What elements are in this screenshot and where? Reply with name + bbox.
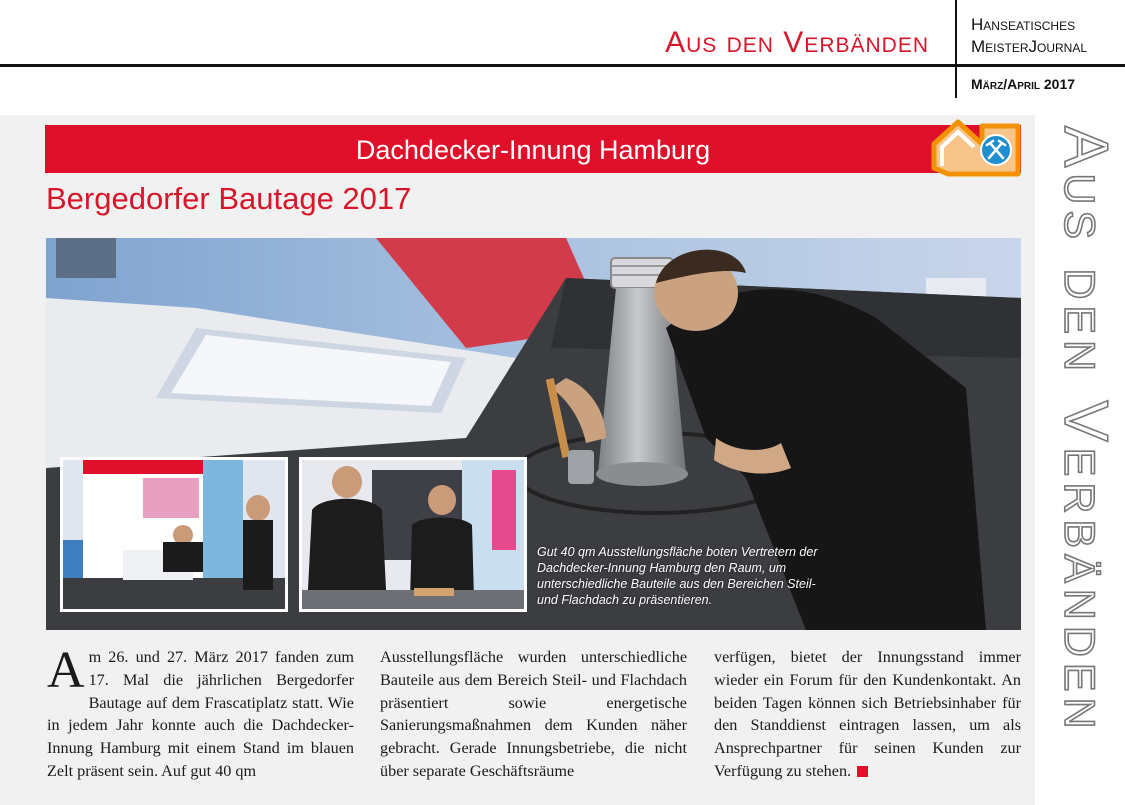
journal-name: [971, 14, 1087, 58]
body-column-2: Ausstellungsfläche wurden unterschiedliche Bauteile aus dem Bereich Steil- und Flachdach präsentiert sowie energetische Sanierungsmaßnahmen dem Kunden näher gebracht. Gerade Innungsbetriebe, die nicht über separate Geschäftsräume: [380, 648, 687, 780]
journal-issue: März/April 2017: [971, 76, 1076, 92]
side-section-title: [1038, 122, 1123, 805]
side-section-title-text: Aus den Verbänden: [1051, 126, 1120, 735]
body-column-3: [714, 646, 1021, 783]
end-of-article-mark: [857, 766, 868, 777]
journal-name-line1: Hanseatisches: [971, 15, 1076, 34]
journal-rule: [957, 64, 1125, 67]
body-column-3-text: verfügen, bietet der Innungsstand immer wieder ein Forum für den Kundenkontakt. An beiden Tagen können sich Betriebsinhaber für den Standdienst eintragen lassen, um als Ansprechpartner für seinen Kunden zur Verfügung zu stehen.: [714, 648, 1021, 780]
inset-photo-team: [299, 457, 527, 612]
article-title: Bergedorfer Bautage 2017: [46, 181, 412, 216]
body-column-1-text: m 26. und 27. März 2017 fanden zum 17. Mal die jährlichen Bergedorfer Bautage auf dem Frascatiplatz statt. Wie in jedem Jahr konnte auch die Dachdecker-Innung Hamburg mit einem Stand im blauen Zelt präsent sein. Auf gut 40 qm: [47, 648, 354, 780]
section-title: Aus den Verbänden: [665, 26, 929, 59]
photo-caption: Gut 40 qm Ausstellungsfläche boten Vertretern der Dachdecker-Innung Hamburg den Raum, um unterschiedliche Bauteile aus den Bereichen Steil- und Flachdach zu präsentieren.: [537, 545, 818, 607]
inset-photo-booth: [60, 457, 288, 612]
body-column-1: [47, 642, 354, 783]
journal-masthead: [955, 0, 1125, 98]
house-outline-icon: [928, 114, 1024, 180]
journal-name-line2: MeisterJournal: [971, 37, 1088, 56]
guild-logo: [928, 114, 1024, 180]
guild-banner: Dachdecker-Innung Hamburg: [45, 125, 1021, 173]
drop-cap: A: [47, 642, 85, 699]
